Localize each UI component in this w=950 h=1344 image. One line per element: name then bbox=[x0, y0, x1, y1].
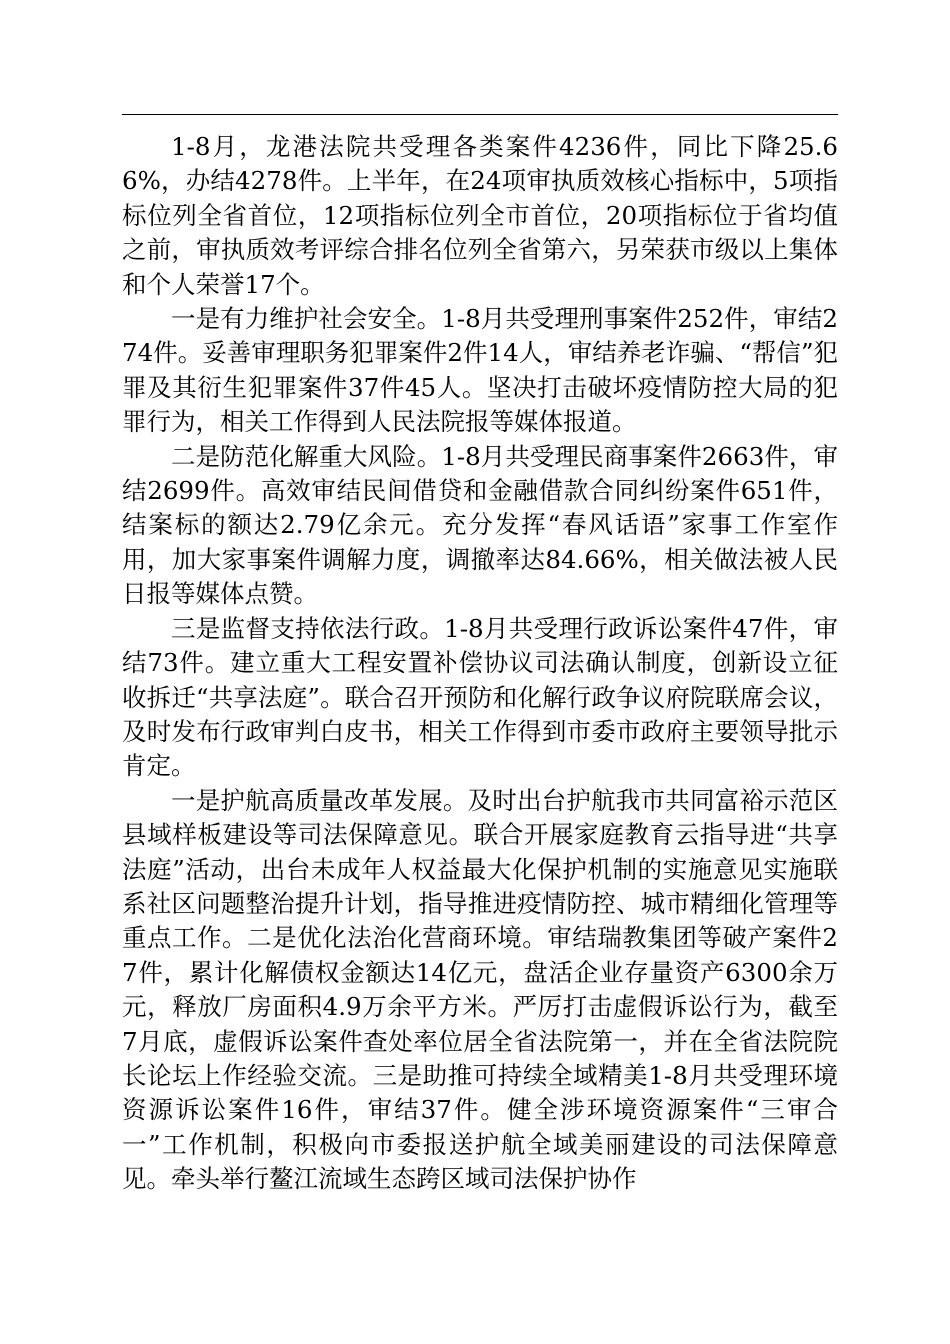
paragraph-summary: 1-8月，龙港法院共受理各类案件4236件，同比下降25.66%，办结4278件。上半年，在24项审执质效核心指标中，5项指标位列全省首位，12项指标位列全市首位，20项指标位于省均值之前，审执质效考评综合排名位列全省第六，另荣获市级以上集体和个人荣誉17个。 bbox=[122, 132, 838, 299]
paragraph-administrative: 三是监督支持依法行政。1-8月共受理行政诉讼案件47件，审结73件。建立重大工程安置补偿协议司法确认制度，创新设立征收拆迁“共享法庭”。联合召开预防和化解行政争议府院联席会议，及时发布行政审判白皮书，相关工作得到市委市政府主要领导批示肯定。 bbox=[122, 613, 838, 781]
paragraph-criminal: 一是有力维护社会安全。1-8月共受理刑事案件252件，审结274件。妥善审理职务犯罪案件2件14人，审结养老诈骗、“帮信”犯罪及其衍生犯罪案件37件45人。坚决打击破坏疫情防控大局的犯罪行为，相关工作得到人民法院报等媒体报道。 bbox=[122, 304, 838, 437]
document-body bbox=[122, 130, 838, 1197]
header-rule bbox=[122, 114, 838, 115]
paragraph-development: 一是护航高质量改革发展。及时出台护航我市共同富裕示范区县域样板建设等司法保障意见。联合开展家庭教育云指导进“共享法庭”活动，出台未成年人权益最大化保护机制的实施意见实施联系社区问题整治提升计划，指导推进疫情防控、城市精细化管理等重点工作。二是优化法治化营商环境。审结瑞教集团等破产案件27件，累计化解债权金额达14亿元，盘活企业存量资产6300余万元，释放厂房面积4.9万余平方米。严厉打击虚假诉讼行为，截至7月底，虚假诉讼案件查处率位居全省法院第一，并在全省法院院长论坛上作经验交流。三是助推可持续全域精美1-8月共受理环境资源诉讼案件16件，审结37件。健全涉环境资源案件“三审合一”工作机制，积极向市委报送护航全域美丽建设的司法保障意见。牵头举行鳌江流域生态跨区域司法保护协作 bbox=[122, 785, 838, 1194]
paragraph-civil-commercial: 二是防范化解重大风险。1-8月共受理民商事案件2663件，审结2699件。高效审结民间借贷和金融借款合同纠纷案件651件，结案标的额达2.79亿余元。充分发挥“春风话语”家事工作室作用，加大家事案件调解力度，调撤率达84.66%，相关做法被人民日报等媒体点赞。 bbox=[122, 441, 838, 609]
